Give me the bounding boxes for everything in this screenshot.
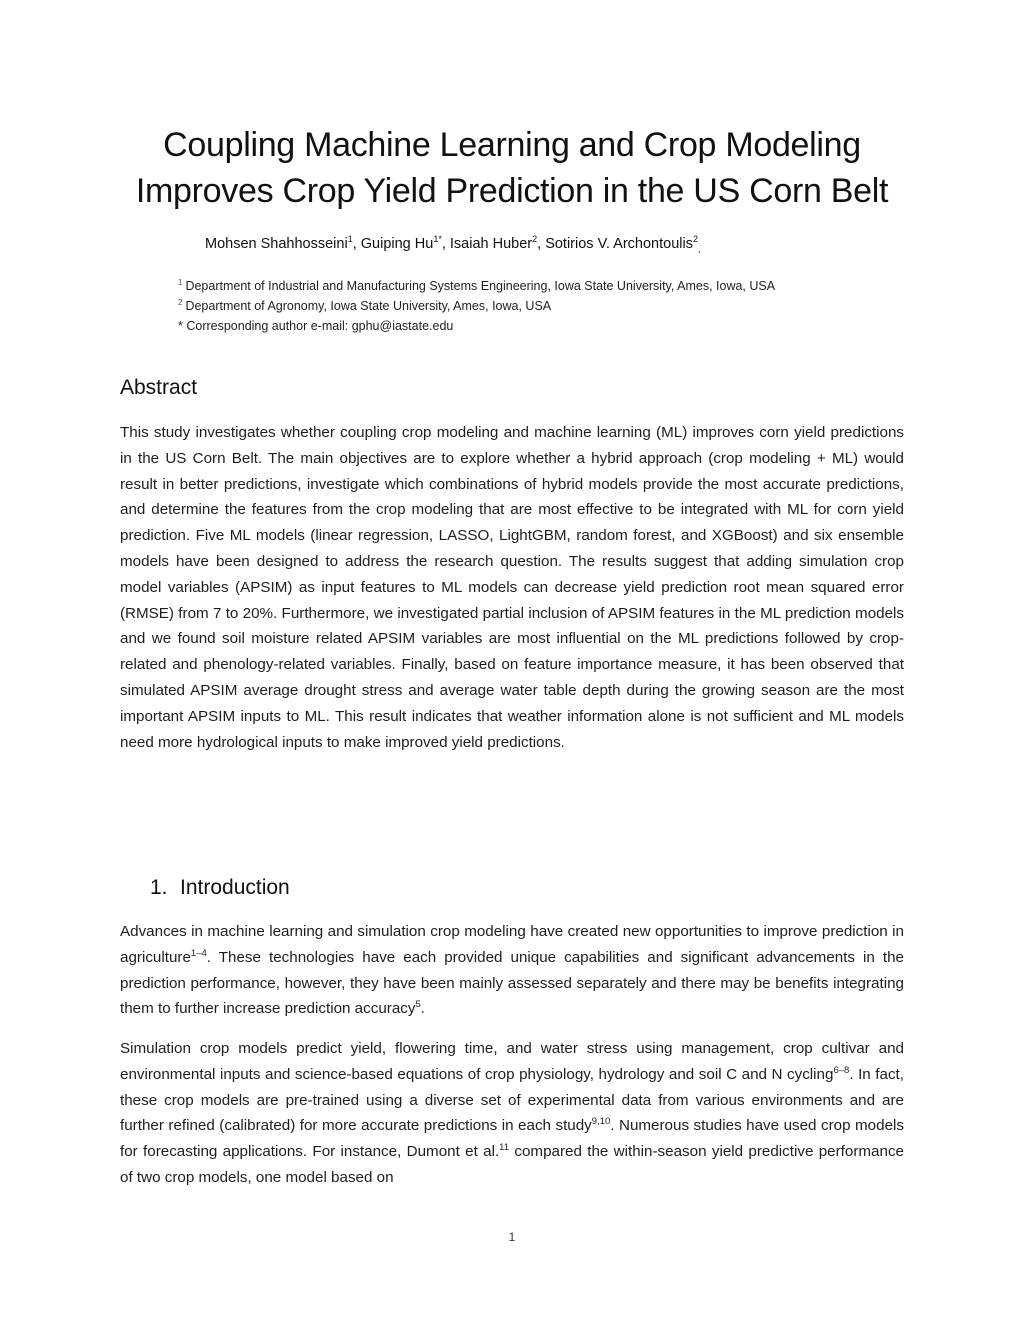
affiliation-text: Department of Agronomy, Iowa State University, Ames, Iowa, USA (185, 299, 552, 313)
paragraph-text: . In fact, these crop models are pre-trained using a diverse set of experimental data from various environments and are further refined (calibrated) for more accurate predictions in each study (120, 1065, 904, 1135)
citation: 11 (499, 1142, 510, 1154)
author-affiliation-mark: 1 (347, 234, 353, 244)
citation: 6–8 (833, 1064, 850, 1076)
paragraph-text: . (420, 1000, 425, 1018)
affiliation-mark: 1 (178, 278, 183, 287)
author-affiliation-mark: 2 (692, 234, 698, 244)
affiliation-list (178, 276, 775, 336)
affiliation-mark: 2 (178, 298, 183, 307)
affiliation-text: Department of Industrial and Manufacturing Systems Engineering, Iowa State University, Ames, Iowa, USA (185, 279, 776, 293)
paragraph-text: . Numerous studies have used crop models for forecasting applications. For instance, Dumont et al. (120, 1117, 904, 1161)
abstract-body: This study investigates whether coupling crop modeling and machine learning (ML) improves corn yield predictions in the US Corn Belt. The main objectives are to explore whether a hybrid approach (crop modeling + ML) would result in better predictions, investigate which combinations of hybrid models provide the most accurate predictions, and determine the features from the crop modeling that are most effective to be integrated with ML for corn yield prediction. Five ML models (linear regression, LASSO, LightGBM, random forest, and XGBoost) and six ensemble models have been designed to address the research question. The results suggest that adding simulation crop model variables (APSIM) as input features to ML models can decrease yield prediction root mean squared error (RMSE) from 7 to 20%. Furthermore, we investigated partial inclusion of APSIM features in the ML prediction models and we found soil moisture related APSIM variables are most influential on the ML predictions followed by crop-related and phenology-related variables. Finally, based on feature importance measure, it has been observed that simulated APSIM average drought stress and average water table depth during the growing season are the most important APSIM inputs to ML. This result indicates that weather information alone is not sufficient and ML models need more hydrological inputs to make improved yield predictions. (120, 424, 904, 751)
paragraph-text: Advances in machine learning and simulation crop modeling have created new opportunities to improve prediction in agriculture (120, 923, 904, 966)
citation: 5 (415, 999, 421, 1011)
author-name: Guiping Hu (360, 236, 434, 252)
introduction-paragraph-1 (120, 919, 904, 1022)
author-name: Isaiah Huber (449, 236, 533, 252)
page-number: 1 (508, 1230, 516, 1244)
title-line-1: Coupling Machine Learning and Crop Modeling (163, 126, 861, 164)
author-list: Mohsen Shahhosseini$^1$, Guiping $Hu^{1*}$, Isaiah Huber$^2$, Sotirios V. Archontoulis$^2_,$ (205, 234, 701, 254)
section-number: 1. (150, 876, 168, 899)
paragraph-text: Simulation crop models predict yield, flowering time, and water stress using management, crop cultivar and environmental inputs and science-based equations of crop physiology, hydrology and soil C and N cycling (120, 1040, 904, 1083)
title-line-2: Improves Crop Yield Prediction in the US Corn Belt (135, 172, 889, 210)
paragraph-text: . These technologies have each provided unique capabilities and significant advancements in the prediction performance, however, they have been mainly assessed separately and there may be benefits integrating them to further increase prediction accuracy (120, 948, 904, 1018)
author-name: Sotirios V. Archontoulis (545, 236, 693, 252)
abstract-heading: Abstract (120, 376, 198, 399)
citation: 1–4 (190, 947, 207, 959)
introduction-paragraph-2 (120, 1036, 904, 1191)
affiliation (178, 296, 775, 316)
corresponding-author: * Corresponding author e-mail: gphu@iastate.edu (178, 319, 454, 333)
affiliation (178, 276, 775, 296)
paragraph-text: compared the within-season yield predictive performance of two crop models, one model based on (120, 1143, 904, 1186)
citation: 9,10 (591, 1116, 611, 1128)
introduction-heading (150, 876, 290, 900)
paper-title (100, 122, 924, 214)
author-name: Mohsen Shahhosseini (205, 236, 348, 252)
section-title: Introduction (180, 876, 290, 899)
author-affiliation-mark: 2 (532, 234, 538, 244)
author-affiliation-mark: 1* (433, 234, 442, 244)
